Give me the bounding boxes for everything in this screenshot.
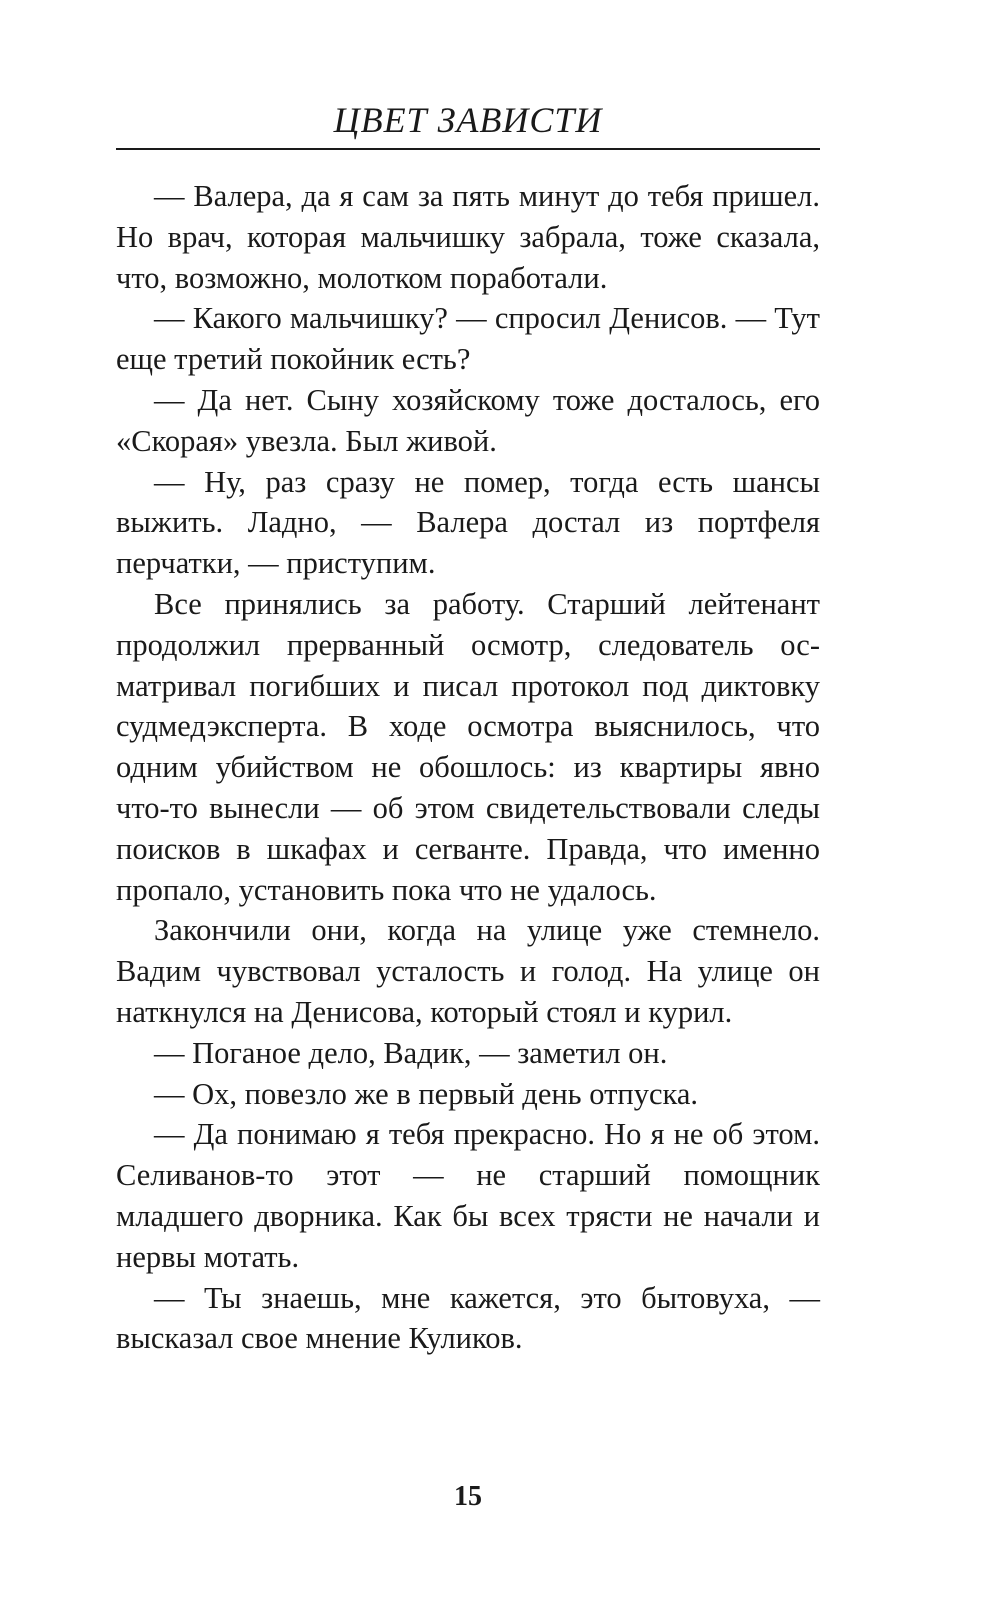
paragraph: — Да нет. Сыну хозяйскому тоже досталось, его «Скорая» увезла. Был живой.	[116, 382, 820, 458]
paragraph: Все принялись за работу. Старший лейтенант продолжил прерванный осмотр, следователь осматривал погибших и писал протокол под диктовку судмедэксперта. В ходе осмотра выяснилось, что одним убийством не обошлось: из квартиры явно что-то вынесли — об этом свидетельствовали следы поисков в шкафах и сerванте. Правда, что именно пропало, установить пока что не удалось.	[116, 586, 820, 907]
paragraph: — Поганое дело, Вадик, — заметил он.	[154, 1035, 668, 1070]
paragraph: — Ох, повезло же в первый день отпуска.	[154, 1076, 699, 1111]
paragraph: — Ты знаешь, мне кажется, это бытовуха, — высказал свое мнение Куликов.	[116, 1280, 820, 1356]
paragraph: — Да понимаю я тебя прекрасно. Но я не об этом. Селиванов-то этот — не старший помощник младшего дворника. Как бы всех трясти не начали и нервы мотать.	[116, 1117, 820, 1274]
paragraph: — Какого мальчишку? — спросил Денисов. — Тут еще третий покойник есть?	[116, 301, 820, 377]
paragraph: Закончили они, когда на улице уже стемнело. Вадим чувствовал усталость и голод. На улице он наткнулся на Денисова, который стоял и курил.	[116, 913, 820, 1029]
header-rule	[116, 148, 820, 150]
body-text	[116, 176, 820, 1359]
paragraph: — Ну, раз сразу не помер, тогда есть шансы выжить. Ладно, — Валера достал из портфеля перчатки, — приступим.	[116, 464, 820, 581]
page-number: 15	[454, 1481, 482, 1512]
running-title: ЦВЕТ ЗАВИСТИ	[333, 100, 603, 140]
paragraph: — Валера, да я сам за пять минут до тебя пришел. Но врач, которая мальчишку забрала, тоже сказала, что, возможно, молотком поработали.	[116, 179, 820, 295]
